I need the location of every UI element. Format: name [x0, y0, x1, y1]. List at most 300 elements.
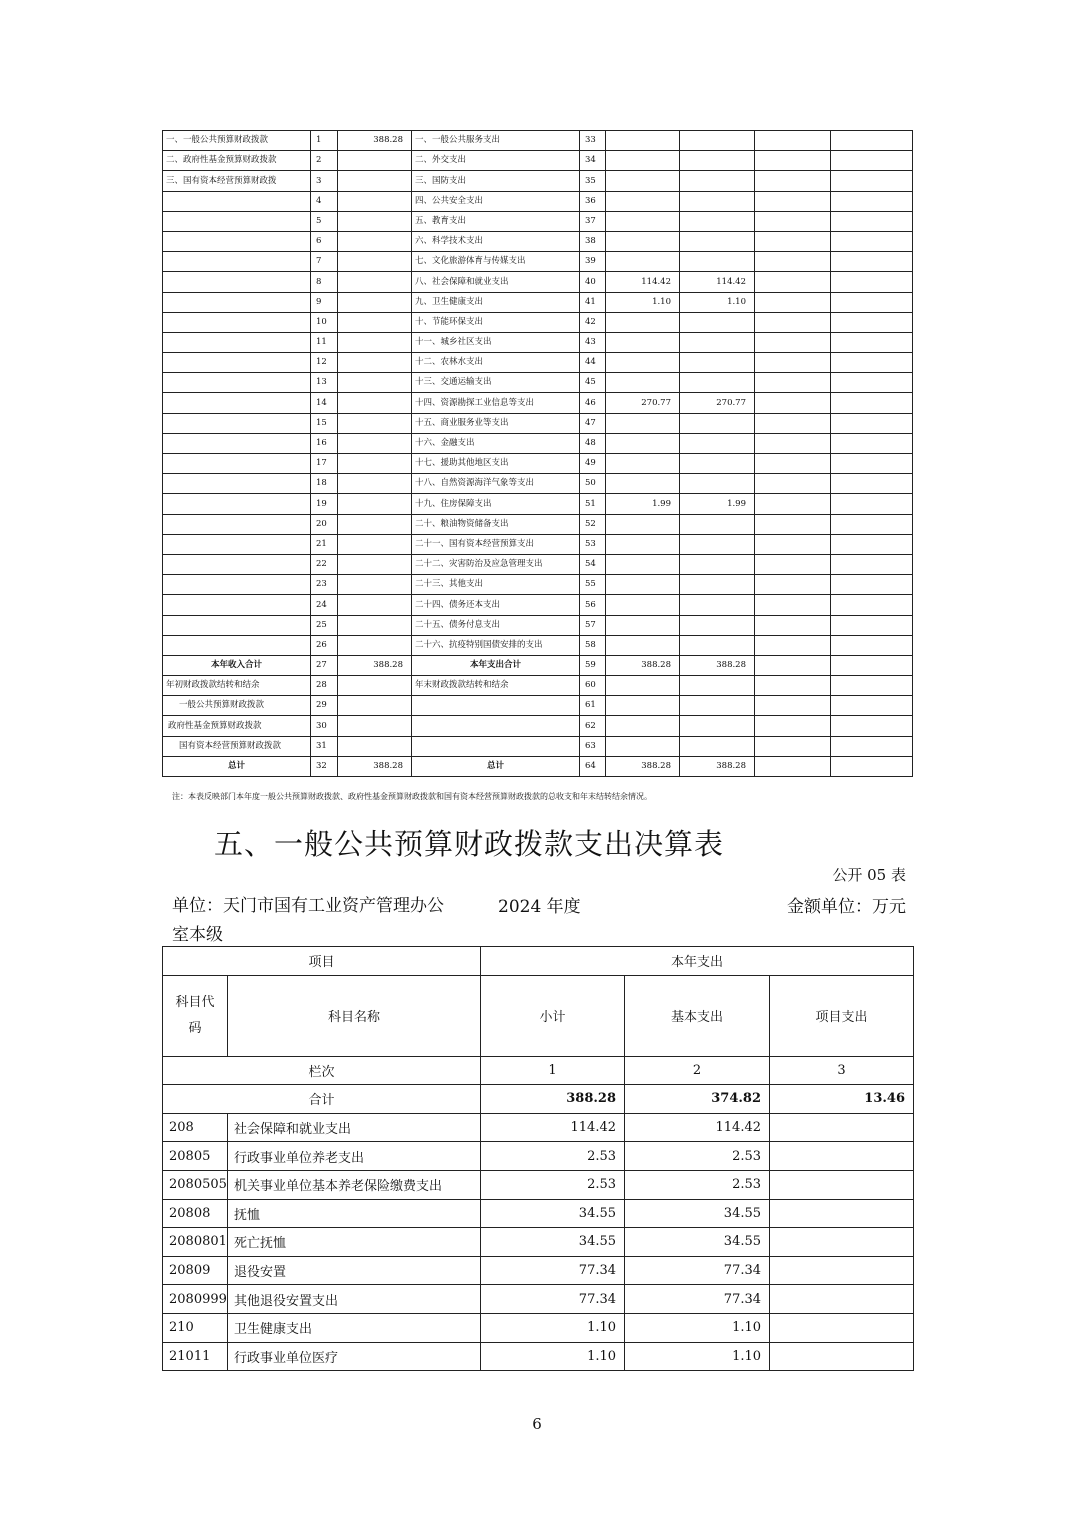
expense-other — [831, 353, 913, 373]
header-item: 项目 — [163, 947, 481, 976]
income-amount — [338, 554, 412, 574]
row-no: 17 — [311, 454, 338, 474]
subject-name: 卫生健康支出 — [228, 1313, 481, 1342]
expense-item: 二、外交支出 — [412, 151, 580, 171]
subtotal: 114.42 — [481, 1113, 625, 1142]
expense-item: 二十二、灾害防治及应急管理支出 — [412, 554, 580, 574]
table-row — [163, 494, 913, 514]
row-no: 2 — [311, 151, 338, 171]
row-no: 40 — [580, 272, 606, 292]
subject-code: 210 — [163, 1313, 228, 1342]
income-amount: 388.28 — [338, 131, 412, 151]
expense-other — [831, 454, 913, 474]
expense-other — [831, 191, 913, 211]
expense-project — [755, 171, 831, 191]
table-row — [163, 554, 913, 574]
subject-code: 20808 — [163, 1199, 228, 1228]
income-amount — [338, 615, 412, 635]
income-item — [163, 252, 311, 272]
header-subtotal: 小计 — [481, 975, 625, 1056]
row-no: 43 — [580, 332, 606, 352]
expense-other — [831, 413, 913, 433]
subtotal: 77.34 — [481, 1285, 625, 1314]
income-item — [163, 373, 311, 393]
expense-subtotal — [606, 413, 680, 433]
row-no: 11 — [311, 332, 338, 352]
table-row — [163, 231, 913, 251]
expense-other — [831, 514, 913, 534]
income-item: 二、政府性基金预算财政拨款 — [163, 151, 311, 171]
expense-item: 三、国防支出 — [412, 171, 580, 191]
table-row — [163, 373, 913, 393]
expense-basic — [680, 252, 755, 272]
income-item: 国有资本经营预算财政拨款 — [163, 736, 311, 756]
expense-basic — [680, 151, 755, 171]
row-no: 51 — [580, 494, 606, 514]
expense-item: 十九、住房保障支出 — [412, 494, 580, 514]
expense-project — [755, 716, 831, 736]
expense-item: 九、卫生健康支出 — [412, 292, 580, 312]
row-no: 50 — [580, 474, 606, 494]
expense-basic — [680, 595, 755, 615]
table-row — [163, 655, 913, 675]
expense-basic — [680, 554, 755, 574]
income-item — [163, 393, 311, 413]
expense-subtotal — [606, 373, 680, 393]
row-no: 63 — [580, 736, 606, 756]
subject-code: 21011 — [163, 1342, 228, 1371]
row-no: 36 — [580, 191, 606, 211]
row-no: 64 — [580, 756, 606, 776]
row-no: 58 — [580, 635, 606, 655]
expense-basic — [680, 413, 755, 433]
subtotal: 2.53 — [481, 1170, 625, 1199]
expense-basic — [680, 231, 755, 251]
expense-project — [755, 575, 831, 595]
row-no: 44 — [580, 353, 606, 373]
table-row — [163, 1256, 914, 1285]
row-no: 19 — [311, 494, 338, 514]
income-amount — [338, 716, 412, 736]
header-code: 科目代码 — [163, 975, 228, 1056]
row-no: 8 — [311, 272, 338, 292]
expense-other — [831, 474, 913, 494]
expense-other — [831, 332, 913, 352]
income-item — [163, 575, 311, 595]
row-no: 9 — [311, 292, 338, 312]
table-row — [163, 1142, 914, 1171]
expense-subtotal: 1.10 — [606, 292, 680, 312]
expense-subtotal — [606, 615, 680, 635]
income-amount — [338, 494, 412, 514]
expense-subtotal — [606, 131, 680, 151]
table-row — [163, 1285, 914, 1314]
table-row — [163, 413, 913, 433]
expense-item: 二十五、债务付息支出 — [412, 615, 580, 635]
expense-item: 八、社会保障和就业支出 — [412, 272, 580, 292]
expense-other — [831, 272, 913, 292]
row-no: 25 — [311, 615, 338, 635]
expense-subtotal — [606, 151, 680, 171]
income-amount — [338, 231, 412, 251]
row-no: 16 — [311, 433, 338, 453]
row-no: 4 — [311, 191, 338, 211]
expense-other — [831, 716, 913, 736]
table-row — [163, 676, 913, 696]
expense-subtotal — [606, 514, 680, 534]
income-item — [163, 534, 311, 554]
expense-project — [755, 554, 831, 574]
income-amount — [338, 332, 412, 352]
expense-project — [755, 353, 831, 373]
subject-name: 退役安置 — [228, 1256, 481, 1285]
table-row — [163, 756, 913, 776]
income-item: 一般公共预算财政拨款 — [163, 696, 311, 716]
expense-basic — [680, 312, 755, 332]
expense-other — [831, 676, 913, 696]
table-row — [163, 272, 913, 292]
subject-name: 抚恤 — [228, 1199, 481, 1228]
expense-project — [755, 635, 831, 655]
expense-subtotal: 388.28 — [606, 655, 680, 675]
income-amount — [338, 433, 412, 453]
basic-expenditure: 77.34 — [625, 1285, 770, 1314]
expense-subtotal — [606, 474, 680, 494]
expense-other — [831, 171, 913, 191]
expense-project — [755, 252, 831, 272]
basic-expenditure: 77.34 — [625, 1256, 770, 1285]
table-number: 公开 05 表 — [832, 866, 906, 884]
income-item — [163, 413, 311, 433]
income-item: 三、国有资本经营预算财政拨 — [163, 171, 311, 191]
row-no: 5 — [311, 211, 338, 231]
expense-subtotal — [606, 312, 680, 332]
table-row — [163, 1313, 914, 1342]
expense-project — [755, 534, 831, 554]
expense-item: 五、教育支出 — [412, 211, 580, 231]
expense-item: 十三、交通运输支出 — [412, 373, 580, 393]
header-row — [163, 947, 914, 976]
expense-item: 总计 — [412, 756, 580, 776]
income-amount — [338, 211, 412, 231]
subject-name: 其他退役安置支出 — [228, 1285, 481, 1314]
row-no: 46 — [580, 393, 606, 413]
row-no: 3 — [311, 171, 338, 191]
basic-expenditure: 1.10 — [625, 1342, 770, 1371]
table-note: 注：本表反映部门本年度一般公共预算财政拨款、政府性基金预算财政拨款和国有资本经营预算财政拨款的总收支和年末结转结余情况。 — [172, 792, 652, 801]
expense-subtotal — [606, 454, 680, 474]
expense-basic — [680, 635, 755, 655]
expense-other — [831, 494, 913, 514]
expense-basic — [680, 736, 755, 756]
expense-project — [755, 191, 831, 211]
expense-project — [755, 131, 831, 151]
expense-other — [831, 252, 913, 272]
expense-basic: 1.99 — [680, 494, 755, 514]
row-no: 20 — [311, 514, 338, 534]
income-item — [163, 615, 311, 635]
table-row — [163, 534, 913, 554]
expense-other — [831, 131, 913, 151]
subtotal: 77.34 — [481, 1256, 625, 1285]
income-item — [163, 433, 311, 453]
row-no: 24 — [311, 595, 338, 615]
expense-basic — [680, 373, 755, 393]
total-subtotal: 388.28 — [481, 1085, 625, 1114]
subject-code: 20805 — [163, 1142, 228, 1171]
expense-item: 十一、城乡社区支出 — [412, 332, 580, 352]
project-expenditure — [770, 1170, 914, 1199]
table-row — [163, 1228, 914, 1257]
expense-subtotal — [606, 252, 680, 272]
expense-project — [755, 272, 831, 292]
expense-basic: 114.42 — [680, 272, 755, 292]
subject-code: 2080999 — [163, 1285, 228, 1314]
subject-name: 行政事业单位养老支出 — [228, 1142, 481, 1171]
income-amount — [338, 454, 412, 474]
row-no: 10 — [311, 312, 338, 332]
income-item — [163, 454, 311, 474]
expense-item: 二十六、抗疫特别国债安排的支出 — [412, 635, 580, 655]
income-item — [163, 353, 311, 373]
income-amount — [338, 252, 412, 272]
subtotal: 1.10 — [481, 1313, 625, 1342]
row-no: 13 — [311, 373, 338, 393]
subject-code: 2080801 — [163, 1228, 228, 1257]
expense-basic — [680, 676, 755, 696]
expense-other — [831, 635, 913, 655]
row-no: 26 — [311, 635, 338, 655]
money-unit: 金额单位：万元 — [787, 897, 906, 917]
expense-item: 二十、粮油物资储备支出 — [412, 514, 580, 534]
expense-project — [755, 151, 831, 171]
subtotal: 34.55 — [481, 1199, 625, 1228]
table-row — [163, 696, 913, 716]
expense-basic — [680, 191, 755, 211]
income-amount — [338, 534, 412, 554]
row-no: 12 — [311, 353, 338, 373]
table-row — [163, 211, 913, 231]
project-expenditure — [770, 1199, 914, 1228]
column-index: 2 — [625, 1056, 770, 1085]
income-item — [163, 312, 311, 332]
expense-item — [412, 736, 580, 756]
expense-item: 一、一般公共服务支出 — [412, 131, 580, 151]
expense-basic — [680, 474, 755, 494]
row-no: 29 — [311, 696, 338, 716]
row-no: 60 — [580, 676, 606, 696]
row-no: 6 — [311, 231, 338, 251]
project-expenditure — [770, 1285, 914, 1314]
expense-project — [755, 332, 831, 352]
income-item: 本年收入合计 — [163, 655, 311, 675]
row-no: 61 — [580, 696, 606, 716]
income-item: 年初财政拨款结转和结余 — [163, 676, 311, 696]
expense-item: 本年支出合计 — [412, 655, 580, 675]
expense-project — [755, 655, 831, 675]
income-item: 政府性基金预算财政拨款 — [163, 716, 311, 736]
table-row — [163, 716, 913, 736]
row-no: 41 — [580, 292, 606, 312]
income-amount — [338, 191, 412, 211]
table-row — [163, 312, 913, 332]
expense-basic — [680, 454, 755, 474]
expense-project — [755, 373, 831, 393]
expenditure-table — [162, 946, 914, 1371]
row-no: 62 — [580, 716, 606, 736]
basic-expenditure: 34.55 — [625, 1199, 770, 1228]
income-amount — [338, 272, 412, 292]
expense-other — [831, 736, 913, 756]
income-item — [163, 554, 311, 574]
expense-subtotal — [606, 635, 680, 655]
basic-expenditure: 114.42 — [625, 1113, 770, 1142]
basic-expenditure: 2.53 — [625, 1142, 770, 1171]
income-amount — [338, 514, 412, 534]
table-row — [163, 292, 913, 312]
row-no: 31 — [311, 736, 338, 756]
income-amount — [338, 353, 412, 373]
table-row — [163, 131, 913, 151]
table-row — [163, 615, 913, 635]
expense-other — [831, 231, 913, 251]
subject-code: 2080505 — [163, 1170, 228, 1199]
project-expenditure — [770, 1113, 914, 1142]
column-index: 1 — [481, 1056, 625, 1085]
row-no: 49 — [580, 454, 606, 474]
subject-name: 机关事业单位基本养老保险缴费支出 — [228, 1170, 481, 1199]
income-amount — [338, 635, 412, 655]
row-no: 57 — [580, 615, 606, 635]
row-no: 28 — [311, 676, 338, 696]
header-row — [163, 975, 914, 1056]
subtotal: 1.10 — [481, 1342, 625, 1371]
income-item — [163, 494, 311, 514]
expense-subtotal — [606, 575, 680, 595]
expense-project — [755, 756, 831, 776]
income-amount — [338, 413, 412, 433]
income-item — [163, 211, 311, 231]
expense-subtotal — [606, 353, 680, 373]
expense-item: 十七、援助其他地区支出 — [412, 454, 580, 474]
income-item: 一、一般公共预算财政拨款 — [163, 131, 311, 151]
column-index-row — [163, 1056, 914, 1085]
table-row — [163, 393, 913, 413]
table-row — [163, 736, 913, 756]
expense-item: 二十四、债务还本支出 — [412, 595, 580, 615]
expense-other — [831, 433, 913, 453]
expense-project — [755, 696, 831, 716]
income-amount — [338, 696, 412, 716]
expense-basic — [680, 696, 755, 716]
income-amount — [338, 575, 412, 595]
row-no: 39 — [580, 252, 606, 272]
expense-other — [831, 655, 913, 675]
expense-basic — [680, 332, 755, 352]
subtotal: 2.53 — [481, 1142, 625, 1171]
expense-item: 二十三、其他支出 — [412, 575, 580, 595]
expense-project — [755, 292, 831, 312]
income-item — [163, 514, 311, 534]
income-amount — [338, 292, 412, 312]
expense-item: 十五、商业服务业等支出 — [412, 413, 580, 433]
expense-item — [412, 716, 580, 736]
expense-basic — [680, 716, 755, 736]
expense-other — [831, 696, 913, 716]
expense-other — [831, 575, 913, 595]
table-row — [163, 191, 913, 211]
expense-basic: 388.28 — [680, 655, 755, 675]
table-row — [163, 454, 913, 474]
expense-subtotal: 114.42 — [606, 272, 680, 292]
expense-subtotal — [606, 433, 680, 453]
income-amount — [338, 312, 412, 332]
row-no: 47 — [580, 413, 606, 433]
row-no: 34 — [580, 151, 606, 171]
table-row — [163, 514, 913, 534]
expense-subtotal — [606, 595, 680, 615]
table-row — [163, 595, 913, 615]
row-no: 52 — [580, 514, 606, 534]
table-row — [163, 151, 913, 171]
expense-basic — [680, 353, 755, 373]
project-expenditure — [770, 1142, 914, 1171]
total-label: 合计 — [163, 1085, 481, 1114]
row-no: 59 — [580, 655, 606, 675]
project-expenditure — [770, 1313, 914, 1342]
income-item — [163, 595, 311, 615]
total-basic: 374.82 — [625, 1085, 770, 1114]
project-expenditure — [770, 1256, 914, 1285]
expense-item: 十四、资源勘探工业信息等支出 — [412, 393, 580, 413]
subtotal: 34.55 — [481, 1228, 625, 1257]
project-expenditure — [770, 1342, 914, 1371]
expense-basic: 388.28 — [680, 756, 755, 776]
page-title: 五、一般公共预算财政拨款支出决算表 — [213, 827, 724, 861]
expense-other — [831, 292, 913, 312]
page-number: 6 — [532, 1415, 542, 1433]
table-row — [163, 1199, 914, 1228]
expense-subtotal — [606, 736, 680, 756]
row-no: 37 — [580, 211, 606, 231]
expense-other — [831, 211, 913, 231]
expense-subtotal — [606, 171, 680, 191]
subject-code: 20809 — [163, 1256, 228, 1285]
expense-other — [831, 756, 913, 776]
income-item — [163, 292, 311, 312]
expense-item: 二十一、国有资本经营预算支出 — [412, 534, 580, 554]
expense-subtotal — [606, 534, 680, 554]
subject-name: 社会保障和就业支出 — [228, 1113, 481, 1142]
table-row — [163, 1342, 914, 1371]
row-no: 14 — [311, 393, 338, 413]
expense-other — [831, 554, 913, 574]
row-no: 45 — [580, 373, 606, 393]
income-amount — [338, 736, 412, 756]
expense-other — [831, 312, 913, 332]
income-amount — [338, 393, 412, 413]
row-no: 18 — [311, 474, 338, 494]
income-amount — [338, 474, 412, 494]
basic-expenditure: 2.53 — [625, 1170, 770, 1199]
expense-project — [755, 736, 831, 756]
expense-project — [755, 454, 831, 474]
expense-other — [831, 393, 913, 413]
expense-project — [755, 514, 831, 534]
expense-subtotal: 388.28 — [606, 756, 680, 776]
expense-basic: 270.77 — [680, 393, 755, 413]
expense-subtotal: 270.77 — [606, 393, 680, 413]
